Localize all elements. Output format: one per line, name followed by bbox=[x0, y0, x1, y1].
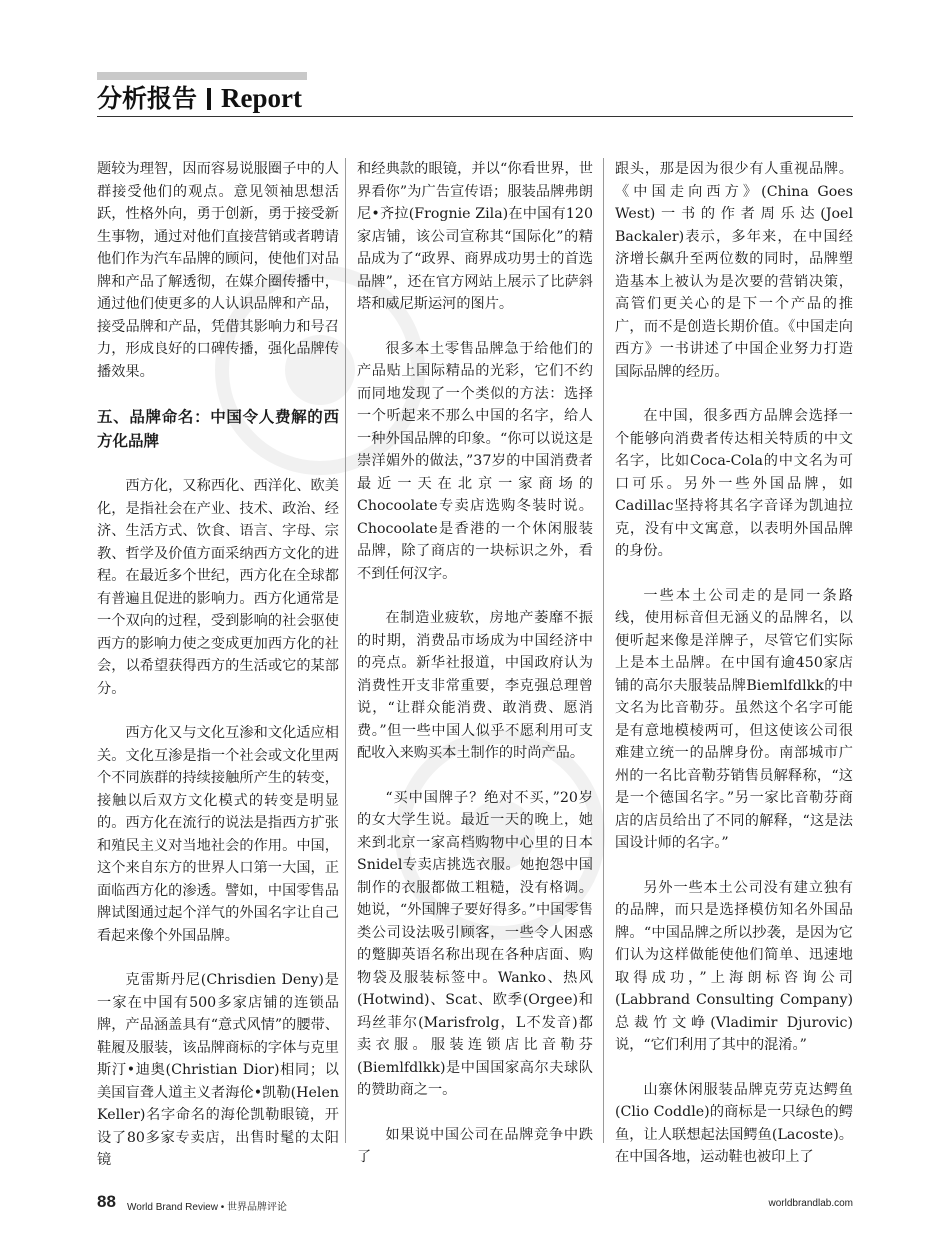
article-column-3 bbox=[615, 158, 853, 1165]
section-heading: 五、品牌命名：中国令人费解的西方化品牌 bbox=[97, 407, 339, 450]
paragraph: 在制造业疲软，房地产萎靡不振的时期，消费品市场成为中国经济中的亮点。新华社报道，中国政府认为消费性开支非常重要，李克强总理曾说，“让群众能消费、敢消费、愿消费。”但一些中国人似乎不愿利用可支配收入来购买本土制作的时尚产品。 bbox=[357, 610, 593, 761]
column-divider bbox=[603, 158, 604, 1143]
header-accent-bar bbox=[97, 72, 307, 80]
page-footer bbox=[97, 1192, 853, 1214]
publication-name: World Brand Review • 世界品牌评论 bbox=[127, 1202, 288, 1213]
paragraph: 跟头，那是因为很少有人重视品牌。《中国走向西方》(China Goes West)一书的作者周乐达(Joel Backaler)表示，多年来，在中国经济增长飙升至两位数的同时，品牌塑造基本上被认为是次要的营销决策，高管们更关心的是下一个产品的推广，而不是创造长期价值。《中国走向西方》一书讲述了中国企业努力打造国际品牌的经历。 bbox=[615, 161, 853, 380]
paragraph: 西方化，又称西化、西洋化、欧美化，是指社会在产业、技术、政治、经济、生活方式、饮食、语言、字母、宗教、哲学及价值方面采纳西方文化的进程。在最近多个世纪，西方化在全球都有普遍且促进的影响力。西方化通常是一个双向的过程，受到影响的社会驱使西方的影响力使之变成更加西方化的社会，以希望获得西方的生活或它的某部分。 bbox=[97, 478, 339, 697]
paragraph: 题较为理智，因而容易说服圈子中的人群接受他们的观点。意见领袖思想活跃，性格外向，勇于创新，勇于接受新生事物，通过对他们直接营销或者聘请他们作为汽车品牌的顾问，使他们对品牌和产品了解透彻，在媒介圈传播中，通过他们使更多的人认识品牌和产品，接受品牌和产品，凭借其影响力和号召力，形成良好的口碑传播，强化品牌传播效果。 bbox=[97, 161, 339, 380]
paragraph: 山寨休闲服装品牌克劳克达鳄鱼(Clio Coddle)的商标是一只绿色的鳄鱼，让人联想起法国鳄鱼(Lacoste)。在中国各地，运动鞋也被印上了 bbox=[615, 1081, 853, 1165]
article-column-2 bbox=[357, 158, 593, 1165]
section-title-en: Report bbox=[221, 83, 302, 113]
header-separator bbox=[207, 88, 211, 110]
paragraph: 另外一些本土公司没有建立独有的品牌，而只是选择模仿知名外国品牌。“中国品牌之所以抄袭，是因为它们认为这样做能使他们简单、迅速地取得成功，”上海朗标咨询公司(Labbrand Consulting Company)总裁竹文峥(Vladimir Djurovic)说，“它们利用了其中的混淆。” bbox=[615, 879, 853, 1053]
website-url: worldbrandlab.com bbox=[768, 1198, 853, 1209]
header-rule bbox=[97, 116, 853, 117]
paragraph: 和经典款的眼镜，并以“你看世界，世界看你”为广告宣传语；服装品牌弗朗尼•齐拉(Frognie Zila)在中国有120家店铺，该公司宣称其“国际化”的精品成为了“政界、商界成功男士的首选品牌”，还在官方网站上展示了比萨斜塔和威尼斯运河的图片。 bbox=[357, 161, 593, 312]
column-divider bbox=[345, 158, 346, 1143]
paragraph: 克雷斯丹尼(Chrisdien Deny)是一家在中国有500多家店铺的连锁品牌，产品涵盖具有“意式风情”的腰带、鞋履及服装，该品牌商标的字体与克里斯汀•迪奥(Christian Dior)相同；以美国盲聋人道主义者海伦•凯勒(Helen Keller)名字命名的海伦凯勒眼镜，开设了80多家专卖店，出售时髦的太阳镜 bbox=[97, 972, 339, 1168]
paragraph: 一些本土公司走的是同一条路线，使用标音但无涵义的品牌名，以便听起来像是洋牌子，尽管它们实际上是本土品牌。在中国有逾450家店铺的高尔夫服装品牌Biemlfdlkk的中文名为比音勒芬。虽然这个名字可能是有意地模棱两可，但这使该公司很难建立统一的品牌身份。南部城市广州的一名比音勒芬销售员解释称，“这是一个德国名字。”另一家比音勒芬商店的店员给出了不同的解释，“这是法国设计师的名字。” bbox=[615, 587, 853, 851]
paragraph: “买中国牌子？绝对不买，”20岁的女大学生说。最近一天的晚上，她来到北京一家高档购物中心里的日本Snidel专卖店挑选衣服。她抱怨中国制作的衣服都做工粗糙，没有格调。她说，“外国牌子要好得多。”中国零售类公司设法吸引顾客，一些令人困惑的蹩脚英语名称出现在各种店面、购物袋及服装标签中。Wanko、热风(Hotwind)、Scat、欧季(Orgee)和玛丝菲尔(Marisfrolg，L不发音)都卖衣服。服装连锁店比音勒芬(Biemlfdlkk)是中国国家高尔夫球队的赞助商之一。 bbox=[357, 789, 593, 1098]
section-title-cn: 分析报告 bbox=[97, 84, 198, 113]
article-column-1 bbox=[97, 158, 339, 1168]
paragraph: 在中国，很多西方品牌会选择一个能够向消费者传达相关特质的中文名字，比如Coca-Cola的中文名为可口可乐。另外一些外国品牌，如Cadillac坚持将其名字音译为凯迪拉克，没有中文寓意，以表明外国品牌的身份。 bbox=[615, 408, 853, 559]
paragraph: 很多本土零售品牌急于给他们的产品贴上国际精品的光彩，它们不约而同地发现了一个类似的方法：选择一个听起来不那么中国的名字，给人一种外国品牌的印象。“你可以说这是崇洋媚外的做法，”37岁的中国消费者最近一天在北京一家商场的Chocoolate专卖店选购冬装时说。Chocoolate是香港的一个休闲服装品牌，除了商店的一块标识之外，看不到任何汉字。 bbox=[357, 340, 593, 582]
paragraph: 西方化又与文化互渗和文化适应相关。文化互渗是指一个社会或文化里两个不同族群的持续接触所产生的转变，接触以后双方文化模式的转变是明显的。西方化在流行的说法是指西方扩张和殖民主义对当地社会的作用。中国，这个来自东方的世界人口第一大国，正面临西方化的渗透。譬如，中国零售品牌试图通过起个洋气的外国名字让自己看起来像个外国品牌。 bbox=[97, 725, 339, 944]
page-number: 88 bbox=[97, 1192, 116, 1211]
section-header bbox=[97, 80, 302, 116]
paragraph: 如果说中国公司在品牌竞争中跌了 bbox=[357, 1126, 593, 1165]
